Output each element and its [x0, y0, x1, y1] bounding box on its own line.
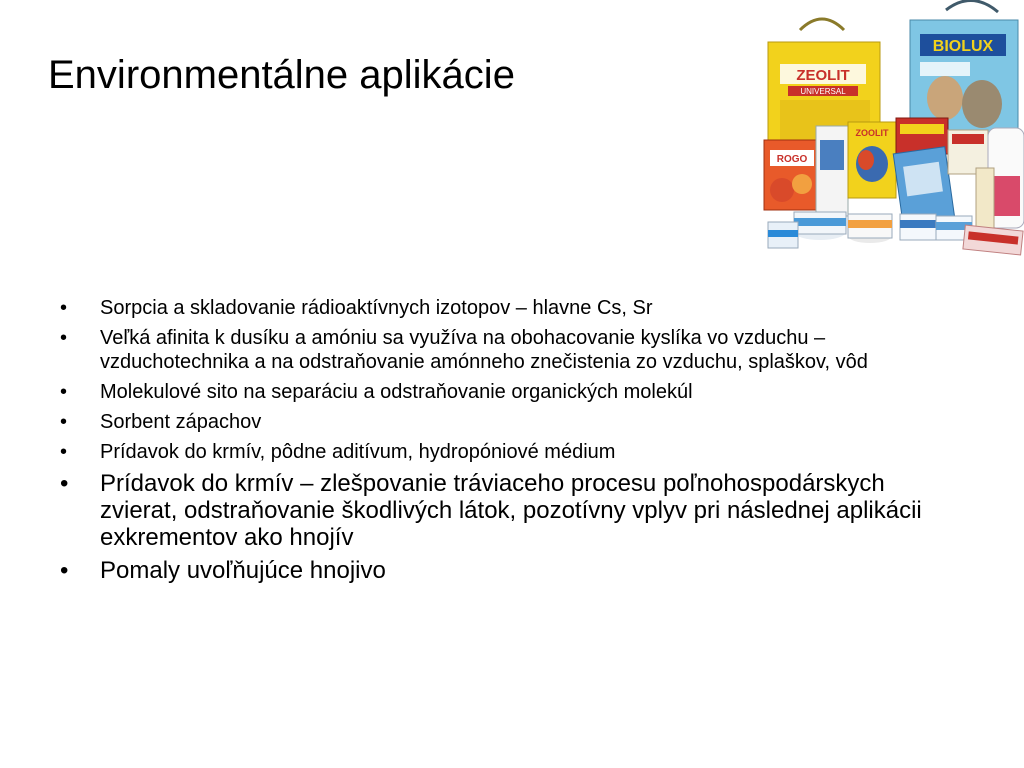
bullet-marker: •: [60, 470, 69, 497]
bullet-text: Veľká afinita k dusíku a amóniu sa využíva na obohacovanie kyslíka vo vzduchu – vzduchotechnika a na odstraňovanie amónneho znečistenia zo vzduchu, splaškov, vôd: [100, 327, 868, 373]
bag-left-label: ZEOLIT: [796, 67, 850, 84]
bag-left-sub-label: UNIVERSAL: [800, 87, 846, 96]
bullet-marker: •: [60, 441, 68, 463]
bullet-item: [56, 557, 956, 584]
bullet-item: [56, 440, 956, 464]
bullet-marker: •: [60, 557, 69, 584]
bullet-item: [56, 380, 956, 404]
product-zoolit-label: ZOOLIT: [855, 128, 889, 138]
bullet-item: [56, 410, 956, 434]
bullet-marker: •: [60, 411, 68, 433]
bullet-marker: •: [60, 327, 68, 349]
bullet-marker: •: [60, 381, 68, 403]
bullet-text: Prídavok do krmív, pôdne aditívum, hydropóniové médium: [100, 441, 616, 463]
bullet-text: Molekulové sito na separáciu a odstraňovanie organických molekúl: [100, 381, 693, 403]
bullet-text: Prídavok do krmív – zlešpovanie tráviaceho procesu poľnohospodárskych zvierat, odstraňovanie škodlivých látok, pozotívny vplyv pri následnej aplikácii exkrementov ako hnojív: [100, 470, 922, 551]
product-rogo-label: ROGO: [776, 154, 808, 165]
bullet-text: Pomaly uvoľňujúce hnojivo: [100, 557, 386, 584]
slide-title: Environmentálne aplikácie: [48, 53, 515, 97]
bullet-list: [56, 296, 956, 590]
bullet-item: [56, 326, 956, 374]
bag-right-label: BIOLUX: [932, 38, 994, 55]
zeolite-products-photo: [760, 0, 1024, 262]
bullet-item: [56, 296, 956, 320]
bullet-text: Sorbent zápachov: [100, 411, 262, 433]
bullet-marker: •: [60, 297, 68, 319]
bullet-text: Sorpcia a skladovanie rádioaktívnych izotopov – hlavne Cs, Sr: [100, 297, 653, 319]
bullet-item: [56, 470, 956, 551]
